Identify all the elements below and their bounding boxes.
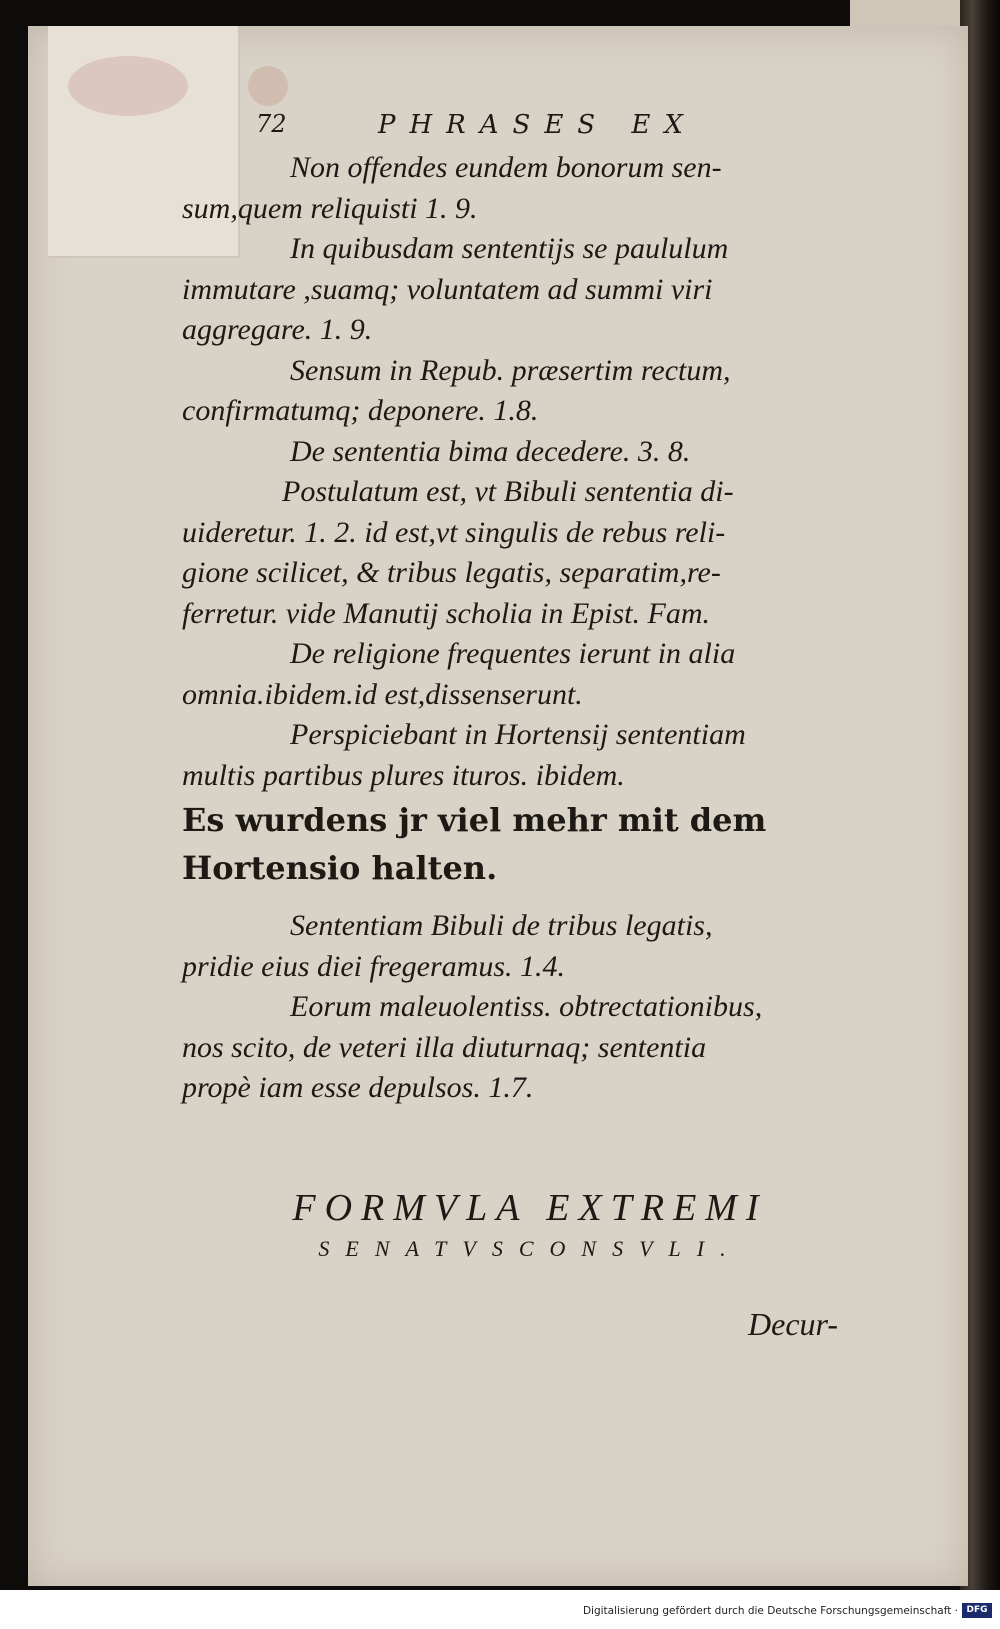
text-line: pridie eius diei fregeramus. 1.4. [182,949,566,983]
text-line: ferretur. vide Manutij scholia in Epist. Fam. [182,596,711,630]
page-header [28,110,968,150]
ink-stain [248,66,288,106]
text-line: omnia.ibidem.id est,dissenserunt. [182,677,583,711]
text-line: De religione frequentes ierunt in alia [290,637,736,670]
text-line: De sententia bima decedere. 3. 8. [290,434,691,468]
text-line: confirmatumq; deponere. 1.8. [182,394,539,427]
formula-subtitle: SENATVSCONSVLI. [318,1236,742,1261]
german-text-line: Hortensio halten. [182,849,498,887]
formula-heading [0,1186,1000,1262]
text-line: sum,quem reliquisti 1. 9. [182,191,478,225]
text-line: uideretur. 1. 2. id est,vt singulis de rebus reli- [182,515,726,549]
text-line: Sententiam Bibuli de tribus legatis, [290,909,713,942]
text-line: Postulatum est, vt Bibuli sententia di- [282,475,734,508]
text-line: immutare ,suamq; voluntatem ad summi viri [182,272,713,306]
text-line: Eorum maleuolentiss. obtrectationibus, [290,990,763,1023]
catchword: Decur- [748,1306,838,1342]
footer-bar [0,1590,1000,1629]
text-line: multis partibus plures ituros. ibidem. [182,758,625,792]
ink-stain [68,56,188,116]
page-number: 72 [256,110,287,138]
text-line: gione scilicet, & tribus legatis, separatim,re- [182,556,721,589]
running-head: PHRASES EX [378,110,697,140]
footer-credit: Digitalisierung gefördert durch die Deutsche Forschungsgemeinschaft · [582,1605,958,1617]
formula-title: FORMVLA EXTREMI [292,1187,768,1229]
body-text [182,148,882,1109]
dfg-logo: DFG [962,1603,992,1618]
text-line: In quibusdam sententijs se paululum [290,232,729,265]
text-line: Perspiciebant in Hortensij sententiam [290,718,746,751]
text-line: nos scito, de veteri illa diuturnaq; sententia [182,1030,707,1064]
german-text-line: Es wurdens jr viel mehr mit dem [182,801,767,839]
text-line: propè iam esse depulsos. 1.7. [182,1071,534,1104]
text-line: aggregare. 1. 9. [182,313,373,346]
text-line: Sensum in Repub. præsertim rectum, [290,353,731,387]
text-line: Non offendes eundem bonorum sen- [290,151,722,184]
